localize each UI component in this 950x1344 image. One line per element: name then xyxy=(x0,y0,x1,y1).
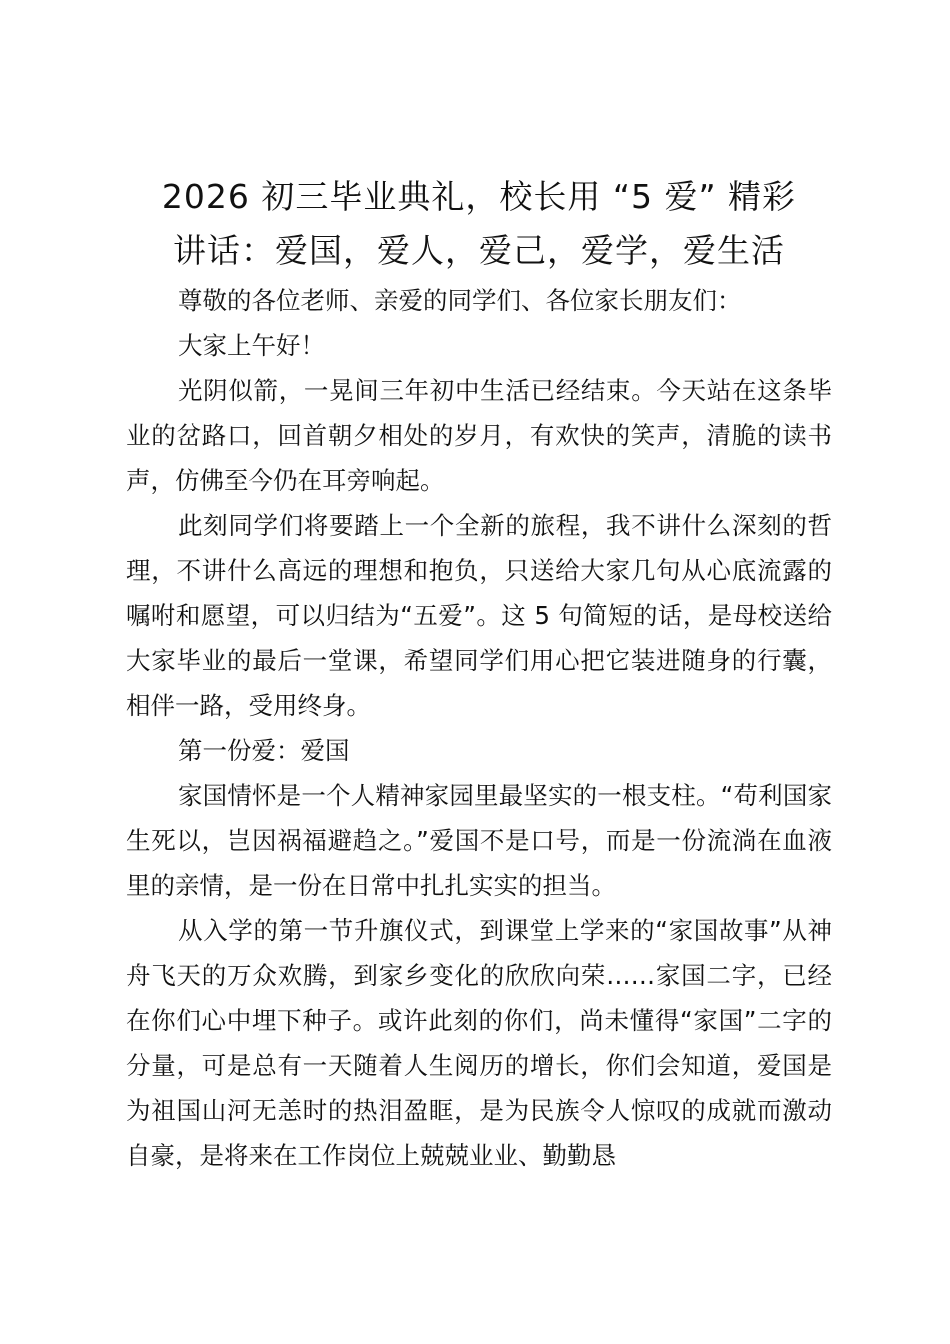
salutation: 尊敬的各位老师、亲爱的同学们、各位家长朋友们： xyxy=(178,286,742,315)
body-paragraph: 光阴似箭，一晃间三年初中生活已经结束。今天站在这条毕业的岔路口，回首朝夕相处的岁月，有欢快的笑声，清脆的读书声，仿佛至今仍在耳旁响起。 xyxy=(126,376,832,495)
document-title xyxy=(126,170,832,278)
section-heading: 第一份爱：爱国 xyxy=(178,736,350,765)
body-paragraph: 从入学的第一节升旗仪式，到课堂上学来的“家国故事”从神舟飞天的万众欢腾，到家乡变化的欣欣向荣……家国二字，已经在你们心中埋下种子。或许此刻的你们，尚未懂得“家国”二字的分量，可是总有一天随着人生阅历的增长，你们会知道，爱国是为祖国山河无恙时的热泪盈眶，是为民族令人惊叹的成就而激动自豪，是将来在工作岗位上兢兢业业、勤勤恳 xyxy=(126,916,832,1170)
body-paragraph: 家国情怀是一个人精神家园里最坚实的一根支柱。“苟利国家生死以，岂因祸福避趋之。”爱国不是口号，而是一份流淌在血液里的亲情，是一份在日常中扎扎实实的担当。 xyxy=(126,781,832,900)
body-paragraph: 此刻同学们将要踏上一个全新的旅程，我不讲什么深刻的哲理，不讲什么高远的理想和抱负，只送给大家几句从心底流露的嘱咐和愿望，可以归结为“五爱”。这 5 句简短的话，是母校送给大家毕业的最后一堂课，希望同学们用心把它装进随身的行囊，相伴一路，受用终身。 xyxy=(126,511,832,720)
document-page xyxy=(126,170,832,1178)
greeting: 大家上午好！ xyxy=(178,331,325,360)
title-line-1: 2026 初三毕业典礼，校长用 “5 爱” 精彩 xyxy=(161,177,797,216)
title-line-2: 讲话：爱国，爱人，爱己，爱学，爱生活 xyxy=(173,231,785,270)
